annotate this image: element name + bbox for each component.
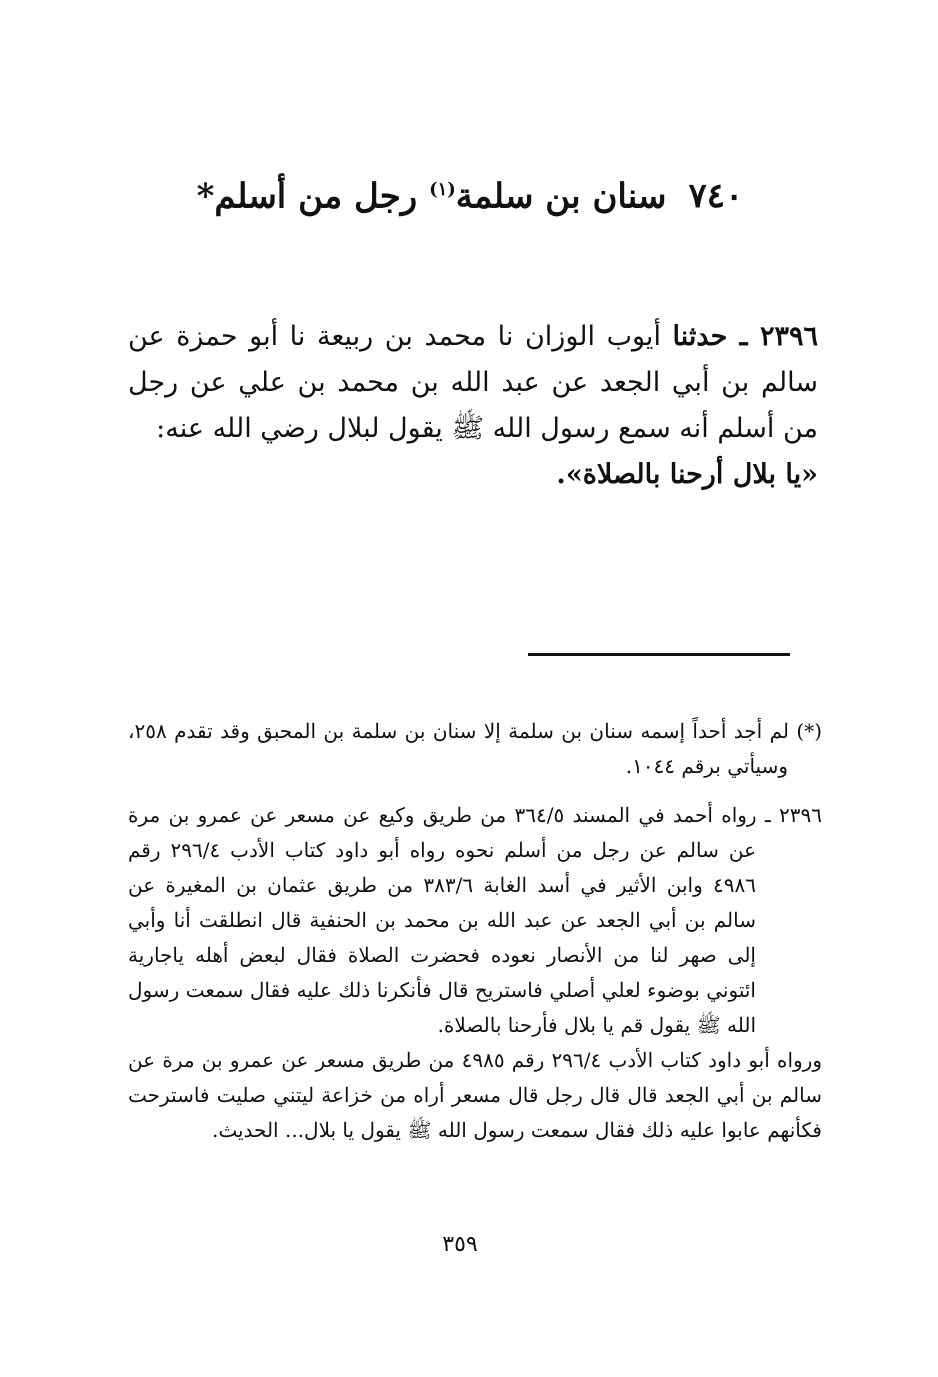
hadith-isnad: أيوب الوزان نا محمد بن ربيعة نا أبو حمزة عن سالم بن أبي الجعد عن عبد الله بن محمد بن علي عن رجل من أسلم أنه سمع رسول الله ﷺ يقول لبلال رضي الله عنه: [128, 321, 818, 444]
chapter-number: ٧٤٠ [688, 176, 744, 217]
page-number: ٣٥٩ [442, 1232, 478, 1257]
hadith-number-lead: ٢٣٩٦ ـ حدثنا [672, 321, 818, 352]
footnote-hadith-2396: ٢٣٩٦ ـ رواه أحمد في المسند ٣٦٤/٥ من طريق وكيع عن مسعر عن عمرو بن مرة عن سالم عن رجل من أسلم نحوه رواه أبو داود كتاب الأدب ٢٩٦/٤ رقم ٤٩٨٦ وابن الأثير في أسد الغابة ٣٨٣/٦ من طريق عثمان بن المغيرة عن سالم بن أبي الجعد عن عبد الله بن محمد بن الحنفية قال انطلقت أنا وأبي إلى صهر لنا من الأنصار نعوده فحضرت الصلاة فقال لبعض أهله ياجارية ائتوني بوضوء لعلي أصلي فاستريح قال فأنكرنا ذلك عليه فقال سمعت رسول الله ﷺ يقول قم يا بلال فأرحنا بالصلاة. [128, 803, 822, 1037]
footnote-reference[interactable]: (١) [429, 179, 456, 200]
chapter-title [120, 160, 820, 226]
footnote-separator [528, 653, 790, 656]
hadith-matn: «يا بلال أرحنا بالصلاة». [556, 459, 818, 490]
chapter-name: سنان بن سلمة [455, 176, 667, 217]
footnotes [128, 714, 822, 1148]
chapter-name-rest: رجل من أسلم* [196, 176, 418, 217]
footnote-hadith-2396-continued: ورواه أبو داود كتاب الأدب ٢٩٦/٤ رقم ٤٩٨٥ من طريق مسعر عن عمرو بن مرة عن سالم بن أبي الجعد قال قال رجل قال مسعر أراه من خزاعة ليتني صليت فاسترحت فكأنهم عابوا عليه ذلك فقال سمعت رسول الله ﷺ يقول يا بلال... الحديث. [128, 1048, 822, 1142]
footnote-star: (*) لم أجد أحداً إسمه سنان بن سلمة إلا سنان بن سلمة بن المحبق وقد تقدم ٢٥٨، وسيأتي برقم ١٠٤٤. [128, 719, 822, 778]
hadith-text [128, 314, 818, 498]
